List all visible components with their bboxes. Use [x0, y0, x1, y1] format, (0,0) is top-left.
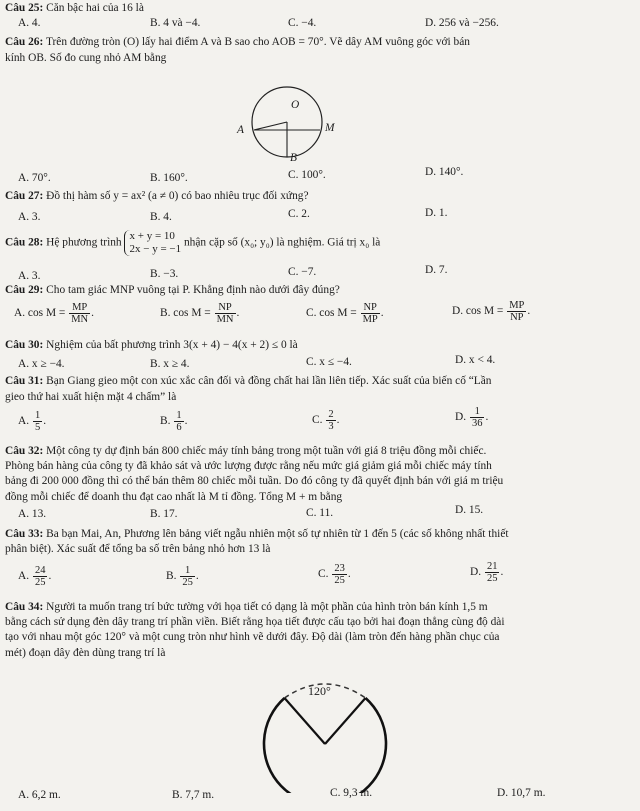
q28-option-b[interactable]: B. −3. [150, 268, 179, 280]
q25-stem: Câu 25: Căn bậc hai của 16 là [5, 2, 144, 14]
equation-system: x + y = 10 2x − y = −1 [124, 230, 181, 256]
q25-option-b[interactable]: B. 4 và −4. [150, 17, 201, 29]
q31-stem-line1: Câu 31: Bạn Giang gieo một con xúc xắc cân đối và đồng chất hai lần liên tiếp. Xác suất của biến cố “Lần [5, 375, 492, 387]
q28-option-c[interactable]: C. −7. [288, 266, 317, 278]
q27-option-a[interactable]: A. 3. [18, 211, 41, 223]
q32-option-c[interactable]: C. 11. [306, 507, 334, 519]
q32-option-b[interactable]: B. 17. [150, 508, 178, 520]
q27-option-b[interactable]: B. 4. [150, 211, 172, 223]
q25-option-a[interactable]: A. 4. [18, 17, 41, 29]
label-o: O [291, 99, 300, 111]
radius-oa [254, 122, 287, 130]
label-m: M [325, 122, 335, 134]
q26-stem-line1: Câu 26: Trên đường tròn (O) lấy hai điểm A và B sao cho AOB = 70°. Vẽ dây AM vuông góc với bán [5, 36, 470, 48]
q25-option-d[interactable]: D. 256 và −256. [425, 17, 499, 29]
q26-option-b[interactable]: B. 160°. [150, 172, 188, 184]
q29-stem: Câu 29: Cho tam giác MNP vuông tại P. Khẳng định nào dưới đây đúng? [5, 284, 340, 296]
q26-option-d[interactable]: D. 140°. [425, 166, 464, 178]
q34-stem: Câu 34: Người ta muốn trang trí bức tường với họa tiết có dạng là một phần của hình tròn bán kính 1,5 m bằng cách sử dụng đèn dây trang trí phần viền. Biết rằng họa tiết được cấu tạo bởi hai đoạn thẳng cùng độ dài tạo với nhau một góc 120° và một cung tròn như hình vẽ dưới đây. Độ dài (làm tròn đến hàng phần chục của mét) đoạn dây đèn dùng trang trí là [5, 601, 505, 659]
q31-option-a[interactable]: A. $\frac{1}{5}$ . [18, 410, 47, 434]
segment-right [325, 698, 366, 744]
q29-option-d[interactable]: D. cos M = $\frac{MP}{NP}$ . [452, 300, 531, 324]
q30-stem: Câu 30: Nghiệm của bất phương trình 3(x + 4) − 4(x + 2) ≤ 0 là [5, 339, 298, 351]
q27-option-d[interactable]: D. 1. [425, 207, 448, 219]
angle-label: 120° [308, 684, 331, 698]
q29-option-a[interactable]: A. cos M = $\frac{MP}{MN}$ . [14, 302, 94, 326]
label-a: A [237, 124, 244, 136]
q26-stem-line2: kính OB. Số đo cung nhỏ AM bằng [5, 52, 167, 64]
q34-option-c[interactable]: C. 9,3 m. [330, 787, 373, 799]
q32-option-d[interactable]: D. 15. [455, 504, 484, 516]
q34-option-d[interactable]: D. 10,7 m. [497, 787, 546, 799]
q26-option-c[interactable]: C. 100°. [288, 169, 326, 181]
q31-option-b[interactable]: B. $\frac{1}{6}$ . [160, 410, 188, 434]
q30-option-c[interactable]: C. x ≤ −4. [306, 356, 352, 368]
q30-option-b[interactable]: B. x ≥ 4. [150, 358, 190, 370]
q30-option-d[interactable]: D. x < 4. [455, 354, 496, 366]
label-b: B [290, 152, 297, 164]
q27-stem: Câu 27: Đồ thị hàm số y = ax² (a ≠ 0) có bao nhiêu trục đối xứng? [5, 190, 309, 202]
q26-option-a[interactable]: A. 70°. [18, 172, 51, 184]
major-arc [264, 698, 386, 793]
q33-option-d[interactable]: D. $\frac{21}{25}$ . [470, 561, 504, 585]
q28-option-a[interactable]: A. 3. [18, 270, 41, 282]
q32-stem: Câu 32: Một công ty dự định bán 800 chiếc máy tính bảng trong một tuần với giá 8 triệu đồng mỗi chiếc. Phòng bán hàng của công ty đã khảo sát và ước lượng được rằng nếu mức giá giảm giá mỗi chiếc máy tính bảng đi 200 000 đồng thì có thể bán thêm 80 chiếc mỗi tuần. Do đó công ty đã quyết định bán với giá m triệu đồng mỗi chiếc để doanh thu đạt cao nhất là M tỉ đồng. Tổng M + m bằng [5, 445, 504, 503]
q34-option-b[interactable]: B. 7,7 m. [172, 789, 215, 801]
q25-option-c[interactable]: C. −4. [288, 17, 317, 29]
q29-option-b[interactable]: B. cos M = $\frac{NP}{MN}$ . [160, 302, 240, 326]
q28-stem: Câu 28: Hệ phương trình x + y = 10 2x − y = −1 nhận cặp số (x₀; y₀) là nghiệm. Giá trị x₀ là [5, 230, 381, 255]
q28-option-d[interactable]: D. 7. [425, 264, 448, 276]
q31-option-c[interactable]: C. $\frac{2}{3}$ . [312, 409, 340, 433]
q29-option-c[interactable]: C. cos M = $\frac{NP}{MP}$ . [306, 302, 384, 326]
q30-option-a[interactable]: A. x ≥ −4. [18, 358, 65, 370]
q33-option-a[interactable]: A. $\frac{24}{25}$ . [18, 565, 52, 589]
q34-option-a[interactable]: A. 6,2 m. [18, 789, 61, 801]
q27-option-c[interactable]: C. 2. [288, 208, 310, 220]
q31-stem-line2: gieo thứ hai xuất hiện mặt 4 chấm” là [5, 391, 177, 403]
q32-option-a[interactable]: A. 13. [18, 508, 47, 520]
q31-option-d[interactable]: D. $\frac{1}{36}$ . [455, 406, 489, 430]
q33-stem: Câu 33: Ba bạn Mai, An, Phương lên bảng viết ngẫu nhiên một số tự nhiên từ 1 đến 5 (các số không nhất thiết phân biệt). Xác suất để tổng ba số trên bảng nhỏ hơn 13 là [5, 528, 509, 556]
segment-left [285, 698, 326, 744]
q33-option-c[interactable]: C. $\frac{23}{25}$ . [318, 563, 351, 587]
q33-option-b[interactable]: B. $\frac{1}{25}$ . [166, 565, 199, 589]
